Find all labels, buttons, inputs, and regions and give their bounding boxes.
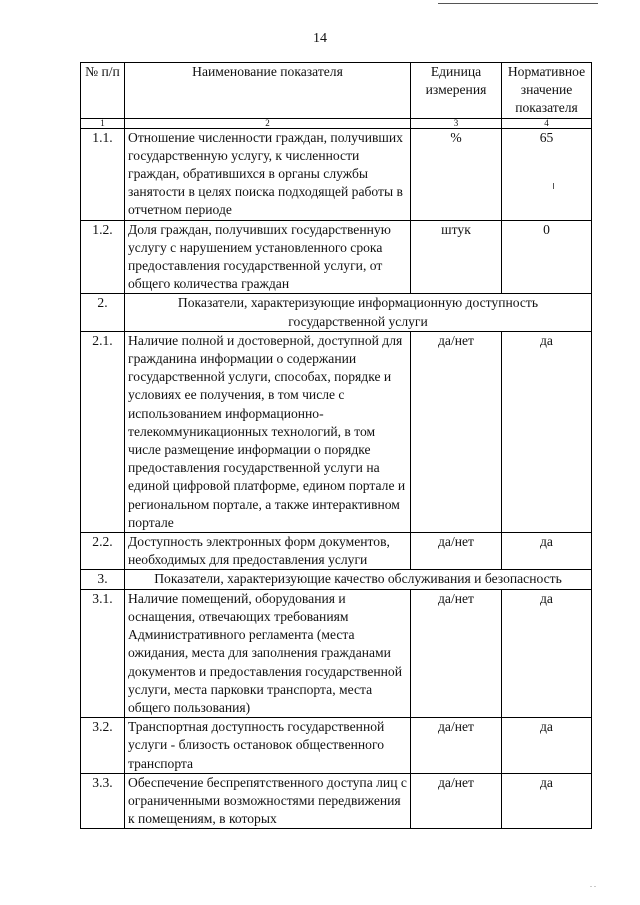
row-num: 1.1.	[81, 128, 125, 220]
section-num: 3.	[81, 570, 125, 589]
header-num: № п/п	[81, 63, 125, 119]
row-name: Наличие помещений, оборудования и оснащения, отвечающих требованиям Административного регламента (места ожидания, места для заполнения гражданами документов и предоставления государственной услуги, места парковки транспорта, места общего пользования)	[125, 589, 411, 717]
table-row	[81, 589, 592, 717]
indicators-table	[80, 62, 592, 829]
row-unit: да/нет	[411, 589, 502, 717]
row-unit: да/нет	[411, 773, 502, 829]
row-value: да	[502, 533, 592, 570]
row-num: 3.3.	[81, 773, 125, 829]
section-row	[81, 294, 592, 331]
row-name: Транспортная доступность государственной услуги - близость остановок общественного транспорта	[125, 718, 411, 774]
row-name: Доступность электронных форм документов, необходимых для предоставления услуги	[125, 533, 411, 570]
scan-mark-corner: . .	[590, 880, 596, 889]
column-number-row	[81, 118, 592, 128]
section-row	[81, 570, 592, 589]
table-row	[81, 220, 592, 294]
page-number: 14	[313, 31, 327, 46]
column-number: 3	[411, 118, 502, 128]
header-unit: Единица измерения	[411, 63, 502, 119]
row-num: 3.1.	[81, 589, 125, 717]
row-value: да	[502, 589, 592, 717]
row-value: 0	[502, 220, 592, 294]
row-unit: да/нет	[411, 533, 502, 570]
table-row	[81, 718, 592, 774]
row-unit: да/нет	[411, 331, 502, 532]
column-number: 2	[125, 118, 411, 128]
header-value: Нормативное значение показателя	[502, 63, 592, 119]
table-row	[81, 128, 592, 220]
top-rule	[438, 3, 598, 4]
row-num: 3.2.	[81, 718, 125, 774]
table-row	[81, 533, 592, 570]
row-value: да	[502, 718, 592, 774]
row-name: Отношение численности граждан, получивших государственную услугу, к численности граждан, обратившихся в органы службы занятости в целях поиска подходящей работы в отчетном периоде	[125, 128, 411, 220]
row-num: 2.1.	[81, 331, 125, 532]
column-number: 1	[81, 118, 125, 128]
row-unit: штук	[411, 220, 502, 294]
row-value: 65	[502, 128, 592, 220]
section-title: Показатели, характеризующие информационную доступность государственной услуги	[125, 294, 592, 331]
table-row	[81, 331, 592, 532]
row-name: Наличие полной и достоверной, доступной для гражданина информации о содержании государственной услуги, способах, порядке и условиях ее получения, в том числе с использованием информационно-телекоммуникационных технологий, в том числе размещение информации о порядке предоставления государственной услуги на единой цифровой платформе, едином портале и региональном портале, а также интерактивном портале	[125, 331, 411, 532]
row-num: 2.2.	[81, 533, 125, 570]
table-row	[81, 773, 592, 829]
row-unit: %	[411, 128, 502, 220]
row-value: да	[502, 773, 592, 829]
table-header-row	[81, 63, 592, 119]
header-name: Наименование показателя	[125, 63, 411, 119]
section-title: Показатели, характеризующие качество обслуживания и безопасность	[125, 570, 592, 589]
row-name: Обеспечение беспрепятственного доступа лиц с ограниченными возможностями передвижения к помещениям, в которых	[125, 773, 411, 829]
row-num: 1.2.	[81, 220, 125, 294]
row-value: да	[502, 331, 592, 532]
column-number: 4	[502, 118, 592, 128]
section-num: 2.	[81, 294, 125, 331]
row-name: Доля граждан, получивших государственную услугу с нарушением установленного срока предоставления государственной услуги, от общего количества граждан	[125, 220, 411, 294]
row-unit: да/нет	[411, 718, 502, 774]
